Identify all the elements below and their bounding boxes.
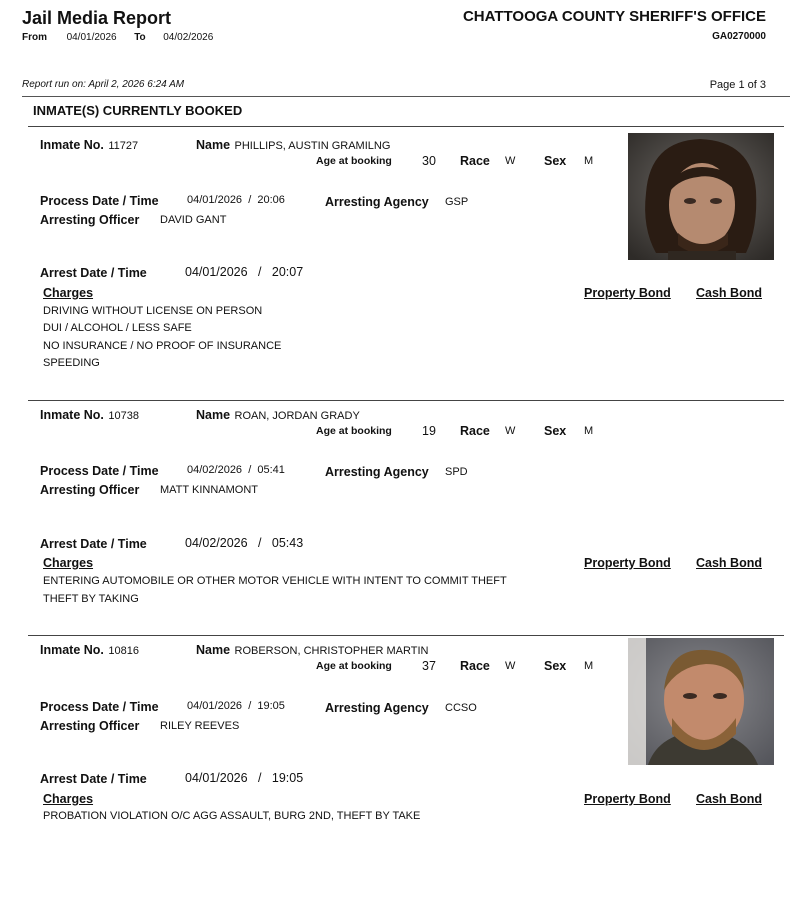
sex-value: M [584,660,594,672]
sex-value: M [584,155,594,167]
age-value: 19 [422,424,436,438]
race-label: Race [460,154,490,168]
slash: / [257,536,262,550]
cash-bond-label: Cash Bond [696,286,762,300]
page-number: Page 1 of 3 [709,79,766,91]
mugshot-placeholder-icon [628,638,774,765]
arrest-time-value: 05:43 [271,536,304,550]
name-value: ROAN, JORDAN GRADY [234,410,360,422]
mugshot-placeholder-icon [628,133,774,260]
from-date: 04/01/2026 [66,32,117,43]
arresting-agency-label: Arresting Agency [325,465,429,479]
date-range [22,32,213,43]
record-divider [28,400,784,401]
arrest-date-value: 04/02/2026 [185,536,248,550]
from-label: From [22,32,47,43]
race-label: Race [460,424,490,438]
property-bond-label: Property Bond [584,286,671,300]
property-bond-label: Property Bond [584,556,671,570]
name-value: ROBERSON, CHRISTOPHER MARTIN [234,645,429,657]
arresting-officer-value: DAVID GANT [160,214,227,226]
cash-bond-label: Cash Bond [696,556,762,570]
sex-label: Sex [544,424,567,438]
charges-label: Charges [43,792,94,806]
process-date-label: Process Date / Time [40,700,159,714]
arresting-agency-label: Arresting Agency [325,701,429,715]
arresting-officer-value: MATT KINNAMONT [160,484,258,496]
report-title: Jail Media Report [22,8,172,28]
to-label: To [134,32,146,43]
arrest-date-value: 04/01/2026 [185,771,248,785]
name-label: Name [196,408,231,422]
record-divider [28,635,784,636]
name-field [196,406,360,424]
process-time-value: 20:06 [257,194,285,206]
arrest-date-label: Arrest Date / Time [40,537,147,551]
slash: / [257,265,262,279]
inmate-no-field [40,406,139,424]
arrest-datetime-value [185,771,303,785]
arrest-time-value: 19:05 [271,771,304,785]
arrest-date-value: 04/01/2026 [185,265,248,279]
inmate-no-value: 10816 [108,645,139,657]
process-date-value: 04/01/2026 [187,194,243,206]
arrest-datetime-value [185,265,303,279]
process-date-value: 04/01/2026 [187,700,243,712]
process-date-value: 04/02/2026 [187,464,243,476]
charge-item: DRIVING WITHOUT LICENSE ON PERSON [43,305,263,317]
race-value: W [505,660,516,672]
inmate-no-label: Inmate No. [40,138,104,152]
process-time-value: 05:41 [257,464,285,476]
name-label: Name [196,138,231,152]
to-date: 04/02/2026 [163,32,214,43]
arrest-date-label: Arrest Date / Time [40,266,147,280]
inmate-photo [628,133,774,260]
inmate-no-field [40,136,138,154]
charge-item: PROBATION VIOLATION O/C AGG ASSAULT, BURG 2ND, THEFT BY TAKE [43,810,421,822]
name-field [196,641,428,659]
charge-item: NO INSURANCE / NO PROOF OF INSURANCE [43,340,282,352]
report-run-timestamp: Report run on: April 2, 2026 6:24 AM [22,79,185,90]
inmate-no-label: Inmate No. [40,408,104,422]
arresting-agency-value: SPD [445,466,468,478]
charges-label: Charges [43,556,94,570]
arresting-agency-label: Arresting Agency [325,195,429,209]
process-time-value: 19:05 [257,700,285,712]
arrest-datetime-value [185,536,303,550]
inmate-no-field [40,641,139,659]
inmate-no-value: 11727 [108,140,139,152]
agency-name: CHATTOOGA COUNTY SHERIFF'S OFFICE [462,8,766,25]
process-date-label: Process Date / Time [40,464,159,478]
inmate-photo [628,638,774,765]
record-divider [28,126,784,127]
inmate-no-value: 10738 [108,410,139,422]
arresting-agency-value: CCSO [445,702,477,714]
arresting-officer-label: Arresting Officer [40,213,140,227]
arresting-officer-value: RILEY REEVES [160,720,240,732]
sex-label: Sex [544,659,567,673]
sex-value: M [584,425,594,437]
arresting-agency-value: GSP [445,196,469,208]
charge-item: SPEEDING [43,357,100,369]
slash: / [248,464,252,476]
arrest-date-label: Arrest Date / Time [40,772,147,786]
age-label: Age at booking [316,425,392,437]
arrest-time-value: 20:07 [271,265,304,279]
name-field [196,136,390,154]
arresting-officer-label: Arresting Officer [40,483,140,497]
charges-label: Charges [43,286,94,300]
race-label: Race [460,659,490,673]
slash: / [257,771,262,785]
charge-item: ENTERING AUTOMOBILE OR OTHER MOTOR VEHICLE WITH INTENT TO COMMIT THEFT [43,575,507,587]
charge-item: DUI / ALCOHOL / LESS SAFE [43,322,192,334]
slash: / [248,700,252,712]
agency-ori: GA0270000 [712,31,766,42]
cash-bond-label: Cash Bond [696,792,762,806]
race-value: W [505,155,516,167]
age-value: 30 [422,154,436,168]
sex-label: Sex [544,154,567,168]
name-value: PHILLIPS, AUSTIN GRAMILNG [234,140,391,152]
slash: / [248,194,252,206]
process-date-label: Process Date / Time [40,194,159,208]
race-value: W [505,425,516,437]
age-label: Age at booking [316,660,392,672]
header-rule [22,96,790,97]
age-value: 37 [422,659,436,673]
property-bond-label: Property Bond [584,792,671,806]
process-datetime-value [187,464,285,476]
inmate-no-label: Inmate No. [40,643,104,657]
arresting-officer-label: Arresting Officer [40,719,140,733]
age-label: Age at booking [316,155,392,167]
process-datetime-value [187,194,285,206]
name-label: Name [196,643,231,657]
section-title: INMATE(S) CURRENTLY BOOKED [33,103,243,118]
charge-item: THEFT BY TAKING [43,593,139,605]
process-datetime-value [187,700,285,712]
